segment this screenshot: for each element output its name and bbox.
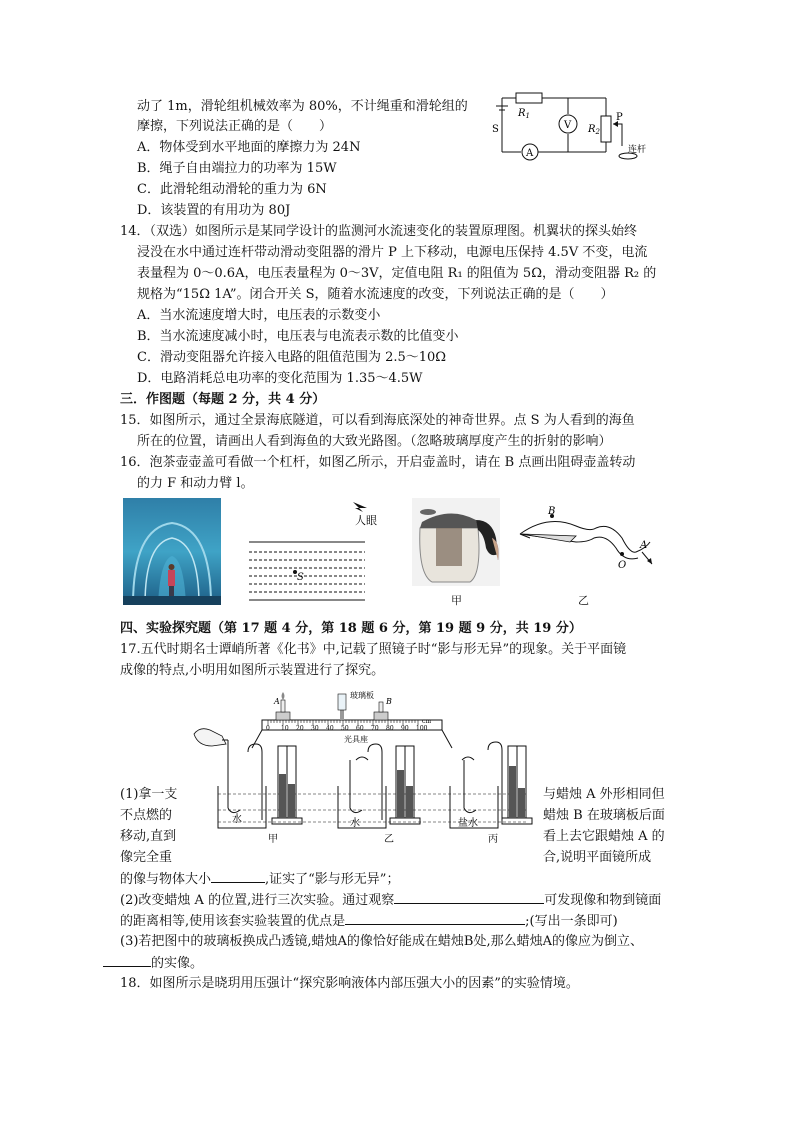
q13-option-c: C．此滑轮组动滑轮的重力为 6N: [137, 182, 327, 197]
section-4-heading: 四、实验探究题（第 17 题 4 分，第 18 题 6 分，第 19 题 9 分，共 19 分）: [120, 621, 582, 636]
point-a-label: A: [640, 540, 648, 551]
q17-line7-part1: 的距离相等,使用该套实验装置的优点是: [120, 914, 346, 929]
q13-stem-line1: 动了 1m，滑轮组机械效率为 80%，不计绳重和滑轮组的: [137, 99, 468, 114]
q17-line6-part2: 可发现像和物到镜面: [544, 893, 662, 908]
fig16-yi-label: 乙: [578, 594, 589, 607]
q16-teapot-lid-figure: [518, 508, 668, 578]
q13-option-d: D．该装置的有用功为 80J: [137, 203, 291, 218]
q17-line6: [120, 891, 661, 910]
q17-right-line1: 与蜡烛 A 外形相同但: [543, 787, 665, 802]
slider-p-label: P: [616, 112, 623, 123]
voltmeter-label: V: [564, 120, 572, 131]
q15-line1: 15．如图所示，通过全景海底隧道，可以看到海底深处的神奇世界。点 S 为人看到的海鱼: [120, 413, 635, 428]
ruler-tick-label: 10: [281, 725, 289, 732]
q13-option-b: B．绳子自由端拉力的功率为 15W: [137, 161, 337, 176]
q16-line2: 的力 F 和动力臂 l。: [137, 476, 254, 491]
ruler-tick-label: 80: [386, 725, 394, 732]
fish-point-s: S: [297, 572, 304, 583]
r1-label: $R_1$: [518, 108, 530, 120]
beaker-salt-water-label: 盐水: [458, 818, 478, 829]
q14-line3: 表量程为 0～0.6A，电压表量程为 0～3V，定值电阻 R₁ 的阻值为 5Ω，滑动变阻器 R₂ 的: [137, 266, 657, 281]
q15-line2: 所在的位置，请画出人看到海鱼的大致光路图。（忽略玻璃厚度产生的折射的影响）: [137, 434, 612, 449]
fig18-jia-label: 甲: [268, 834, 278, 845]
q13-stem-line2: 摩擦，下列说法正确的是（ ）: [137, 119, 333, 134]
q17-line5-part1: 的像与物体大小: [120, 872, 212, 887]
point-b-label: B: [548, 506, 556, 517]
q17-left-line3: 移动,直到: [120, 829, 177, 844]
q17-line9-text: 的实像。: [151, 956, 204, 971]
q17-intro-line1: 17.五代时期名士谭峭所著《化书》中,记载了照镜子时“影与形无异”的现象。关于平面镜: [120, 642, 627, 657]
ruler-tick-label: 40: [326, 725, 334, 732]
q17-line6-part1: (2)改变蜡烛 A 的位置,进行三次实验。通过观察: [120, 893, 395, 908]
beaker-water-label-2: 水: [350, 818, 360, 829]
eye-label: 人眼: [355, 514, 377, 527]
q17-left-line4: 像完全重: [120, 850, 173, 865]
q17-intro-line2: 成像的特点,小明用如图所示装置进行了探究。: [120, 663, 385, 678]
q17-blank-1[interactable]: [211, 870, 265, 883]
q17-line8: (3)若把图中的玻璃板换成凸透镜,蜡烛A的像恰好能成在蜡烛B处,那么蜡烛A的像应为倒立、: [120, 934, 644, 949]
ruler-tick-label: 0: [266, 725, 270, 732]
q17-line5-part2: ,证实了“影与形无异”；: [265, 872, 400, 887]
q14-option-b: B．当水流速度减小时，电压表与电流表示数的比值变小: [137, 329, 459, 344]
pressure-gauge-figure: [192, 724, 542, 844]
undersea-tunnel-photo: [123, 498, 221, 605]
q18-stem: 18．如图所示是晓玥用压强计“探究影响液体内部压强大小的因素”的实验情境。: [120, 976, 579, 991]
unit-cm-label: cm: [422, 718, 432, 725]
fig18-bing-label: 丙: [488, 834, 498, 845]
circuit-diagram: [488, 84, 668, 184]
ruler-tick-label: 70: [371, 725, 379, 732]
q14-option-a: A．当水流速度增大时，电压表的示数变小: [137, 308, 381, 323]
rod-label: 连杆: [628, 145, 647, 155]
q14-line4: 规格为“15Ω 1A”。闭合开关 S，随着水流速度的改变，下列说法正确的是（ ）: [137, 287, 614, 302]
q17-line7-part2: ;(写出一条即可): [525, 914, 618, 929]
glass-plate-label: 玻璃板: [350, 691, 374, 700]
beaker-water-label-1: 水: [232, 814, 242, 825]
q17-line9: [103, 954, 203, 973]
candle-b-label: B: [386, 697, 392, 706]
q17-blank-4[interactable]: [103, 954, 151, 967]
ruler-tick-label: 100: [416, 725, 428, 732]
ruler-tick-label: 60: [356, 725, 364, 732]
r2-label: $R_2$: [588, 124, 600, 136]
q17-blank-2[interactable]: [394, 891, 544, 904]
q14-line2: 浸没在水中通过连杆带动滑动变阻器的滑片 P 上下移动，电源电压保持 4.5V 不变，电流: [137, 245, 648, 260]
q14-option-d: D．电路消耗总电功率的变化范围为 1.35～4.5W: [137, 371, 423, 386]
q17-line5: [120, 870, 399, 889]
q15-refraction-figure: [245, 496, 375, 608]
section-3-heading: 三．作图题（每题 2 分，共 4 分）: [120, 392, 326, 407]
q16-line1: 16．泡茶壶壶盖可看做一个杠杆，如图乙所示，开启壶盖时，请在 B 点画出阻碍壶盖转动: [120, 455, 636, 470]
fig18-yi-label: 乙: [384, 834, 394, 845]
q17-blank-3[interactable]: [345, 912, 525, 925]
ruler-tick-label: 30: [311, 725, 319, 732]
ruler-tick-label: 20: [296, 725, 304, 732]
teapot-photo: [412, 498, 500, 586]
q14-line1: 14．（双选）如图所示是某同学设计的监测河水流速变化的装置原理图。机翼状的探头始终: [120, 224, 638, 239]
fig16-jia-label: 甲: [451, 594, 462, 607]
q17-left-line2: 不点燃的: [120, 808, 173, 823]
ruler-tick-label: 50: [341, 725, 349, 732]
q14-option-c: C．滑动变阻器允许接入电路的阻值范围为 2.5～10Ω: [137, 350, 447, 365]
ammeter-label: A: [526, 148, 534, 159]
switch-label: S: [492, 124, 499, 135]
candle-a-label: A: [274, 697, 280, 706]
q13-option-a: A．物体受到水平地面的摩擦力为 24N: [137, 140, 361, 155]
ruler-tick-label: 90: [401, 725, 409, 732]
q17-right-line3: 看上去它跟蜡烛 A 的: [543, 829, 665, 844]
q17-left-line1: (1)拿一支: [120, 787, 178, 802]
q17-line7: [120, 912, 618, 931]
q17-right-line2: 蜡烛 B 在玻璃板后面: [543, 808, 665, 823]
point-o-label: O: [618, 560, 627, 571]
optical-bench-label: 光具座: [344, 735, 368, 744]
q17-right-line4: 合,说明平面镜所成: [543, 850, 652, 865]
